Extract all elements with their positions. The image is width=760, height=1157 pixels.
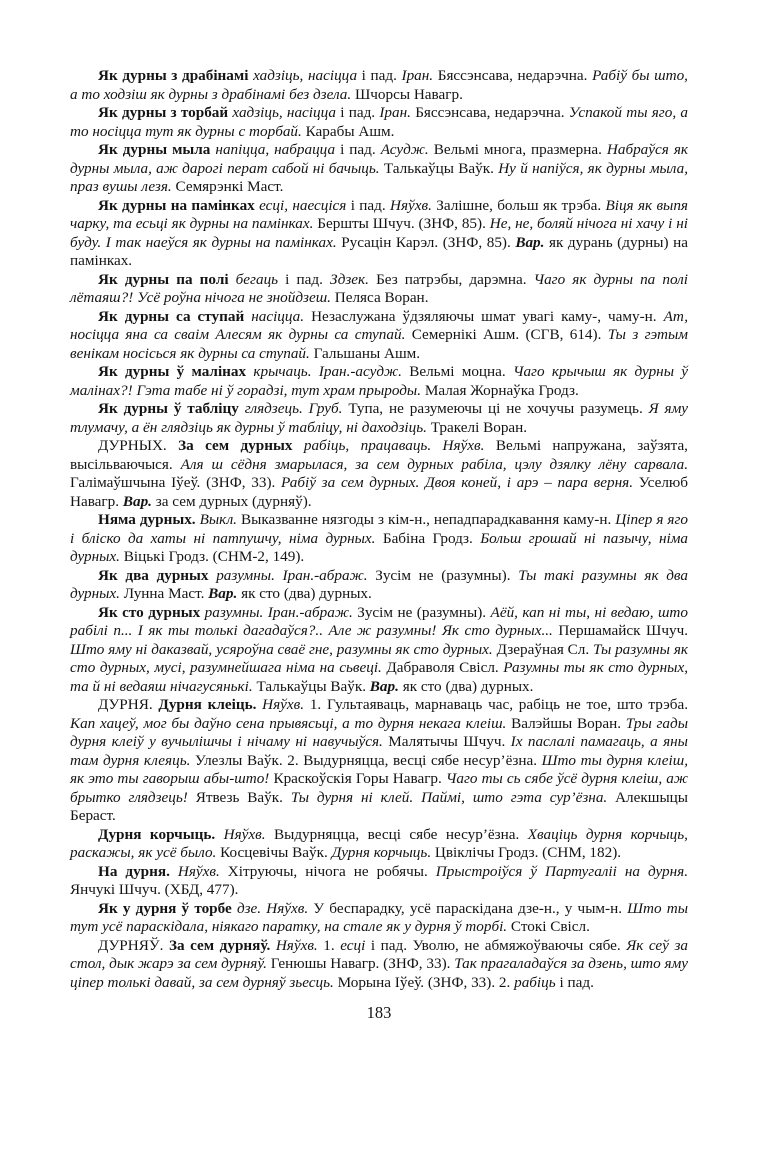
- dictionary-entry: [70, 900, 688, 937]
- italic-text: Разумны ты як сто дурных, та й ні ведаяш нічагусянькі.: [70, 659, 689, 695]
- italic-text: есці, наесціся: [259, 196, 351, 214]
- regular-text: і пад.: [340, 141, 381, 158]
- italic-text: Ат, носіцца яна са сваім Алесям як дурны са ступай.: [70, 307, 688, 343]
- dictionary-entry: [70, 826, 688, 863]
- regular-text: Русацін Карэл. (ЗНФ, 85).: [341, 233, 516, 251]
- regular-text: Карабы Ашм.: [305, 122, 395, 140]
- italic-text: Рабіў за сем дурных. Двоя коней, і арэ – пара верня.: [281, 474, 639, 491]
- italic-text: Няўхв.: [223, 825, 274, 843]
- headword-text: Як у дурня ў торбе: [98, 899, 237, 917]
- regular-text: Пеляса Воран.: [334, 289, 429, 306]
- italic-text: бегаць: [235, 270, 286, 288]
- regular-text: Бабіна Гродз.: [382, 529, 481, 547]
- regular-text: Морына Іўеў. (ЗНФ, 33). 2.: [337, 973, 515, 991]
- headword-text: Як дурны мыла: [98, 141, 216, 158]
- dictionary-entry: [70, 567, 688, 604]
- italic-text: рабіць, працаваць. Няўхв.: [303, 437, 496, 454]
- headword-text: Як дурны з драбінамі: [98, 67, 254, 84]
- headword-text: На дурня.: [98, 862, 178, 880]
- italic-text: Ну й напіўся, як дурны мыла, праз вушы лезя.: [70, 159, 689, 195]
- italic-text: крычаць. Іран.-асудж.: [253, 363, 410, 380]
- italic-text: напіцца, набрацца: [215, 141, 341, 158]
- regular-text: Бяссэнсава, недарэчна.: [415, 104, 569, 121]
- dictionary-entry: [70, 67, 688, 104]
- regular-text: Выказванне нязгоды з кім-н., непадпарадкавання каму-н.: [240, 511, 616, 528]
- dictionary-entry: [70, 104, 688, 141]
- italic-text: Няўхв.: [262, 696, 310, 713]
- italic-text: Аёй, кап ні ты, ні ведаю, што рабілі п... І як ты толькі дагадаўся?.. Але ж разумны! Як сто дурных...: [70, 603, 688, 639]
- regular-text: Залішне, больш як трэба.: [436, 196, 606, 214]
- italic-text: Чаго крычыш як дурны ў малінах?! Гэта табе ні ў горадзі, тут храм прыроды.: [70, 363, 688, 399]
- regular-text: Краскоўскія Горы Навагр.: [273, 770, 446, 787]
- dictionary-entry: [70, 937, 688, 993]
- regular-text: ДУРНЯ.: [98, 696, 159, 713]
- regular-text: Першамайск Шчуч.: [558, 622, 689, 639]
- dictionary-entry: [70, 696, 688, 826]
- regular-text: Дабраволя Свісл.: [386, 659, 504, 676]
- italic-text: Іран.: [401, 67, 438, 84]
- italic-text: глядзець. Груб.: [244, 400, 349, 417]
- italic-text: Прыстроіўся ў Партугаліі на дурня.: [435, 862, 688, 880]
- italic-text: Рабіў бы што, а то ходзіш як дурны з драбінамі без дзела.: [70, 67, 688, 103]
- regular-text: Семернікі Ашм. (СГВ, 614).: [411, 326, 608, 343]
- italic-text: Аля ш сёдня змарылася, за сем дурных рабіла, цэлу дзялку лёну сарвала.: [180, 455, 688, 473]
- regular-text: як сто (два) дурных.: [241, 585, 372, 602]
- regular-text: Ятвезь Ваўк.: [195, 788, 291, 806]
- regular-text: Цвіклічы Гродз. (СНМ, 182).: [434, 844, 622, 861]
- headword-text: Як два дурных: [98, 566, 217, 584]
- italic-text: рабіць: [514, 973, 560, 991]
- regular-text: Незаслужана ўдзяляючы шмат увагі каму-, чаму-н.: [311, 307, 664, 325]
- regular-text: Семярэнкі Маст.: [175, 178, 284, 195]
- dictionary-entry: [70, 271, 688, 308]
- italic-text: Хваціць дурня корчыць, раскажы, як усё было.: [70, 825, 688, 861]
- dictionary-entries-container: [70, 67, 688, 992]
- italic-text: Як сеў за стол, дык жарэ за сем дурняў.: [70, 936, 688, 972]
- regular-text: Выдурняцца, весці сябе несур’ёзна.: [274, 825, 528, 843]
- dictionary-entry: [70, 141, 688, 197]
- regular-text: і пад.: [559, 973, 594, 991]
- regular-text: Тракелі Воран.: [430, 418, 528, 436]
- italic-text: Што ты тут усё параскідала, ніякаго паратку, на стале як у дурня ў торбі.: [70, 899, 689, 935]
- italic-text: Ты разумны як сто дурных, мусі, разумнейшага німа на сьвеці.: [70, 640, 688, 676]
- headword-text: Дурня клеіць.: [158, 696, 263, 713]
- regular-text: Дзераўная Сл.: [496, 640, 594, 658]
- regular-text: Валэйшы Воран.: [511, 714, 626, 732]
- regular-text: Галімаўшчына Іўеў. (ЗНФ, 33).: [70, 474, 282, 491]
- regular-text: Янчукі Шчуч. (ХБД, 477).: [70, 881, 239, 898]
- headword-text: Няма дурных.: [98, 511, 200, 528]
- dictionary-entry: [70, 604, 688, 697]
- italic-text: Што яму ні даказвай, усяроўна сваё гне, разумны як сто дурных.: [70, 640, 497, 658]
- regular-text: Талькаўцы Ваўк.: [256, 677, 370, 695]
- regular-text: Вельмі моцна.: [409, 363, 513, 380]
- regular-text: Уселюб Навагр.: [70, 474, 688, 510]
- dictionary-entry: [70, 308, 688, 364]
- headword-text: Як дурны на памінках: [98, 196, 260, 214]
- regular-text: Стокі Свісл.: [510, 918, 590, 935]
- dictionary-entry: [70, 363, 688, 400]
- regular-text: ДУРНЫХ.: [98, 437, 179, 454]
- italic-text: насіцца.: [251, 307, 312, 325]
- regular-text: Малая Жорнаўка Гродз.: [424, 381, 579, 399]
- regular-text: і пад.: [361, 67, 402, 84]
- italic-text: Ціпер я яго і бліско да хаты ні патпушчу, німа дурных.: [70, 511, 688, 547]
- italic-text: Іх паслалі памагаць, а яны там дурня клеяць.: [70, 733, 688, 769]
- italic-text: Ты дурня ні клей. Паймі, што гэта сур’ёзна.: [290, 788, 616, 806]
- regular-text: Гальшаны Ашм.: [313, 344, 421, 362]
- dictionary-entry: [70, 511, 688, 567]
- italic-text: Няўхв.: [389, 196, 437, 214]
- regular-text: Бяссэнсава, недарэчна.: [437, 67, 593, 84]
- regular-text: Зусім не (разумны).: [375, 566, 519, 584]
- regular-text: Хітруючы, нічога не робячы.: [227, 862, 436, 880]
- italic-text: Я яму тлумачу, а ён глядзіць як дурны ў табліцу, ні даходзіць.: [70, 400, 688, 436]
- variant-label: Вар.: [369, 677, 403, 695]
- italic-text: Ты такі разумны як два дурных.: [70, 566, 688, 602]
- regular-text: Бершты Шчуч. (ЗНФ, 85).: [317, 215, 490, 232]
- page-number: 183: [366, 1003, 392, 1022]
- headword-text: Як дурны са ступай: [98, 307, 252, 325]
- variant-label: Вар.: [515, 233, 549, 251]
- regular-text: Тупа, не разумеючы ці не хочучы разумець.: [348, 400, 649, 417]
- italic-text: Віця як выпя чарку, та есьці як дурны на памінках.: [70, 196, 688, 232]
- regular-text: 1.: [323, 936, 341, 954]
- regular-text: Віцькі Гродз. (СНМ-2, 149).: [123, 548, 305, 565]
- regular-text: 1. Гультаяваць, марнаваць час, рабіць не тое, што трэба.: [309, 696, 688, 713]
- regular-text: Генюшы Навагр. (ЗНФ, 33).: [270, 955, 455, 972]
- italic-text: Што ты дурня клеіш, як это ты гаворыш абы-што!: [70, 751, 688, 787]
- regular-text: за сем дурных (дурняў).: [155, 492, 312, 510]
- regular-text: як сто (два) дурных.: [402, 677, 534, 695]
- headword-text: Як дурны з торбай: [98, 104, 233, 121]
- italic-text: Набраўся як дурны мыла, аж дарогі перат сабой ні бачыць.: [70, 141, 688, 177]
- regular-text: У беспарадку, усё параскідана дзе-н., у чым-н.: [313, 899, 628, 917]
- headword-text: За сем дурных: [178, 437, 304, 454]
- dictionary-entry: [70, 197, 688, 271]
- regular-text: Шчорсы Навагр.: [354, 85, 463, 103]
- regular-text: Косцевічы Ваўк.: [220, 844, 332, 861]
- italic-text: Ты з гэтым венікам носісься як дурны са ступай.: [70, 326, 688, 362]
- italic-text: Не, не, боляй нічога ні хачу і ні буду. І так наеўся як дурны на памінках.: [70, 215, 688, 251]
- italic-text: Чаго як дурны па полі лётаяш?! Усё роўна нічога не знойдзеш.: [70, 270, 689, 306]
- regular-text: і пад.: [285, 270, 330, 288]
- italic-text: Успакой ты яго, а то носіцца тут як дурны с торбай.: [70, 104, 688, 140]
- italic-text: Дурня корчыць.: [331, 844, 435, 861]
- italic-text: хадзіць, насіцца: [232, 104, 341, 121]
- headword-text: Як сто дурных: [98, 603, 205, 621]
- dictionary-entry: [70, 437, 688, 511]
- regular-text: Алекшыцы Бераст.: [70, 788, 688, 824]
- regular-text: ДУРНЯЎ.: [98, 936, 169, 954]
- italic-text: Выкл.: [199, 511, 241, 528]
- variant-label: Вар.: [208, 585, 242, 602]
- headword-text: Як дурны ў малінах: [98, 363, 254, 380]
- italic-text: Больш грошай ні пазычу, німа дурных.: [70, 529, 688, 565]
- dictionary-entry: [70, 863, 688, 900]
- italic-text: Так прагаладаўся за дзень, што яму ціпер толькі давай, за сем дурняў зьесць.: [70, 955, 689, 991]
- italic-text: Няўхв.: [275, 936, 324, 954]
- italic-text: Асудж.: [380, 141, 434, 158]
- italic-text: Здзек.: [329, 270, 377, 288]
- italic-text: Чаго ты сь сябе ўсё дурня клеіш, аж брытко глядзець!: [70, 770, 689, 806]
- regular-text: як дурань (дурны) на памінках.: [70, 233, 688, 269]
- headword-text: Дурня корчыць.: [98, 825, 224, 843]
- regular-text: Лунна Маст.: [123, 585, 209, 602]
- regular-text: Талькаўцы Ваўк.: [383, 159, 499, 177]
- italic-text: есці: [340, 936, 371, 954]
- regular-text: Малятычы Шчуч.: [388, 733, 511, 750]
- regular-text: Зусім не (разумны).: [357, 603, 491, 621]
- headword-text: За сем дурняў.: [168, 936, 276, 954]
- italic-text: дзе. Няўхв.: [236, 899, 314, 917]
- regular-text: і пад. Уволю, не абмяжоўваючы сябе.: [370, 936, 627, 954]
- regular-text: і пад.: [340, 104, 380, 121]
- regular-text: Вельмі напружана, заўзята, высільваючыся.: [70, 437, 688, 473]
- variant-label: Вар.: [122, 492, 156, 510]
- regular-text: і пад.: [350, 196, 390, 214]
- headword-text: Як дурны па полі: [98, 270, 236, 288]
- regular-text: Без патрэбы, дарэмна.: [376, 270, 534, 288]
- italic-text: Кап хацеў, мог бы даўно сена прывясьці, а то дурня некага клеіш.: [70, 714, 512, 732]
- regular-text: Улезлы Ваўк. 2. Выдурняцца, весці сябе несур’ёзна.: [195, 751, 542, 769]
- italic-text: разумны. Іран.-абраж.: [216, 566, 376, 584]
- regular-text: Вельмі многа, празмерна.: [433, 141, 607, 158]
- italic-text: Іран.: [379, 104, 416, 121]
- italic-text: Тры гады дурня клеіў у вучылішчы і нічаму ні навучыўся.: [70, 714, 688, 750]
- italic-text: Няўхв.: [177, 862, 228, 880]
- italic-text: разумны. Іран.-абраж.: [204, 603, 358, 621]
- headword-text: Як дурны ў табліцу: [98, 400, 245, 417]
- italic-text: хадзіць, насіцца: [253, 67, 362, 84]
- dictionary-entry: [70, 400, 688, 437]
